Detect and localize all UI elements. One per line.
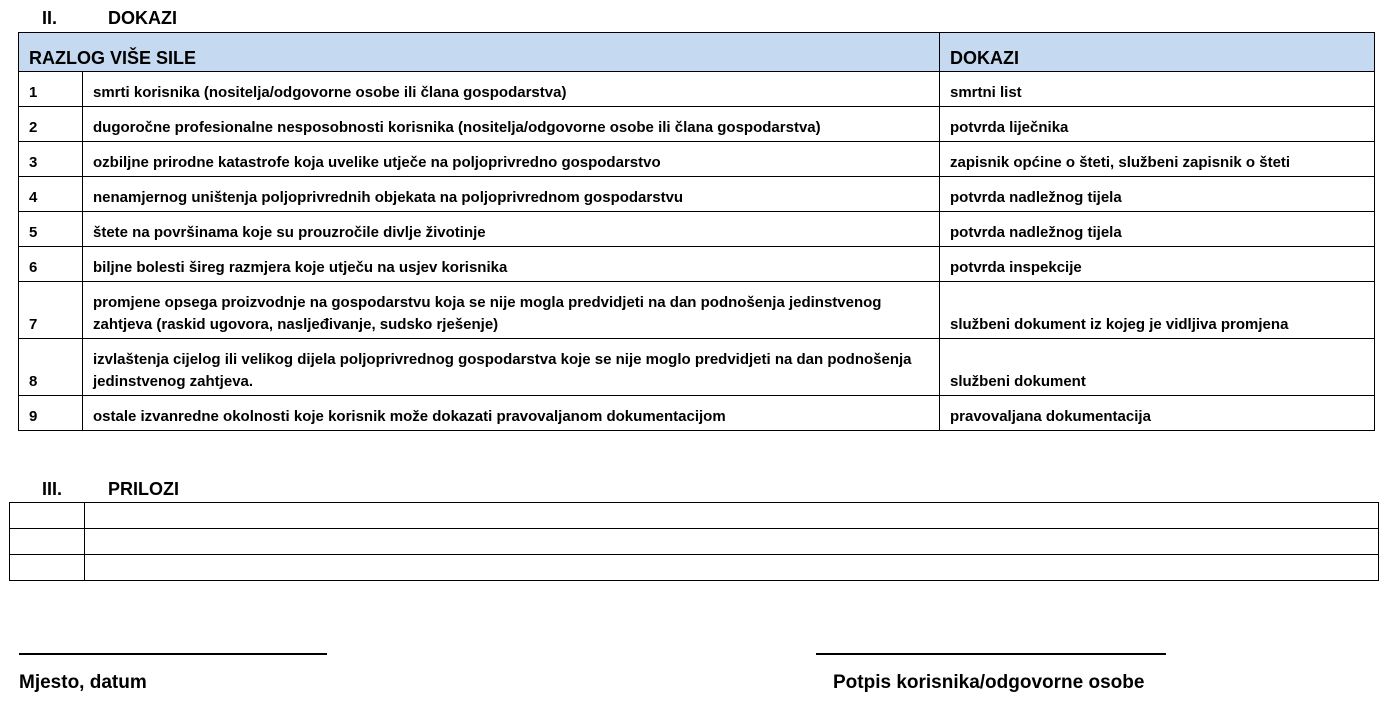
place-date-line[interactable] (19, 653, 327, 655)
row-number: 1 (19, 72, 83, 107)
section-2-number: II. (42, 8, 58, 28)
row-number: 7 (19, 282, 83, 339)
section-2-heading (42, 8, 242, 30)
section-2-title: DOKAZI (108, 8, 177, 28)
attachment-row (10, 529, 1379, 555)
row-number: 6 (19, 247, 83, 282)
attachment-description-cell[interactable] (85, 503, 1379, 529)
table-row (19, 247, 1375, 282)
row-evidence: službeni dokument iz kojeg je vidljiva promjena (940, 282, 1375, 339)
table-row (19, 396, 1375, 431)
row-reason: biljne bolesti šireg razmjera koje utječu na usjev korisnika (83, 247, 940, 282)
header-evidence: DOKAZI (940, 33, 1375, 72)
attachment-description-cell[interactable] (85, 529, 1379, 555)
row-number: 8 (19, 339, 83, 396)
row-reason: dugoročne profesionalne nesposobnosti korisnika (nositelja/odgovorne osobe ili člana gospodarstva) (83, 107, 940, 142)
section-3-number: III. (42, 479, 63, 499)
table-row (19, 177, 1375, 212)
row-reason: ozbiljne prirodne katastrofe koja uvelike utječe na poljoprivredno gospodarstvo (83, 142, 940, 177)
evidence-table-body (19, 72, 1375, 431)
attachment-description-cell[interactable] (85, 555, 1379, 581)
row-reason: promjene opsega proizvodnje na gospodarstvu koja se nije mogla predvidjeti na dan podnošenja jedinstvenog zahtjeva (raskid ugovora, nasljeđivanje, sudsko rješenje) (83, 282, 940, 339)
row-number: 5 (19, 212, 83, 247)
evidence-table-header (19, 33, 1375, 72)
table-row (19, 142, 1375, 177)
row-evidence: potvrda nadležnog tijela (940, 177, 1375, 212)
row-reason: izvlaštenja cijelog ili velikog dijela poljoprivrednog gospodarstva koje se nije moglo predvidjeti na dan podnošenja jedinstvenog zahtjeva. (83, 339, 940, 396)
row-evidence: zapisnik općine o šteti, službeni zapisnik o šteti (940, 142, 1375, 177)
row-evidence: potvrda inspekcije (940, 247, 1375, 282)
attachments-table (9, 502, 1379, 581)
header-reason: RAZLOG VIŠE SILE (19, 33, 940, 72)
row-evidence: potvrda nadležnog tijela (940, 212, 1375, 247)
table-row (19, 282, 1375, 339)
row-reason: smrti korisnika (nositelja/odgovorne osobe ili člana gospodarstva) (83, 72, 940, 107)
attachment-number-cell[interactable] (10, 555, 85, 581)
attachment-number-cell[interactable] (10, 503, 85, 529)
section-3-heading (42, 479, 242, 501)
table-row (19, 72, 1375, 107)
attachment-number-cell[interactable] (10, 529, 85, 555)
row-number: 4 (19, 177, 83, 212)
row-evidence: pravovaljana dokumentacija (940, 396, 1375, 431)
signature-line[interactable] (816, 653, 1166, 655)
row-evidence: smrtni list (940, 72, 1375, 107)
row-number: 9 (19, 396, 83, 431)
table-row (19, 212, 1375, 247)
row-reason: štete na površinama koje su prouzročile divlje životinje (83, 212, 940, 247)
signature-label: Potpis korisnika/odgovorne osobe (833, 672, 1145, 693)
attachment-row (10, 503, 1379, 529)
row-number: 2 (19, 107, 83, 142)
row-reason: ostale izvanredne okolnosti koje korisnik može dokazati pravovaljanom dokumentacijom (83, 396, 940, 431)
row-number: 3 (19, 142, 83, 177)
table-row (19, 339, 1375, 396)
evidence-table (18, 32, 1375, 431)
row-reason: nenamjernog uništenja poljoprivrednih objekata na poljoprivrednom gospodarstvu (83, 177, 940, 212)
place-date-label: Mjesto, datum (19, 672, 147, 693)
row-evidence: potvrda liječnika (940, 107, 1375, 142)
row-evidence: službeni dokument (940, 339, 1375, 396)
table-row (19, 107, 1375, 142)
section-3-title: PRILOZI (108, 479, 179, 499)
attachment-row (10, 555, 1379, 581)
